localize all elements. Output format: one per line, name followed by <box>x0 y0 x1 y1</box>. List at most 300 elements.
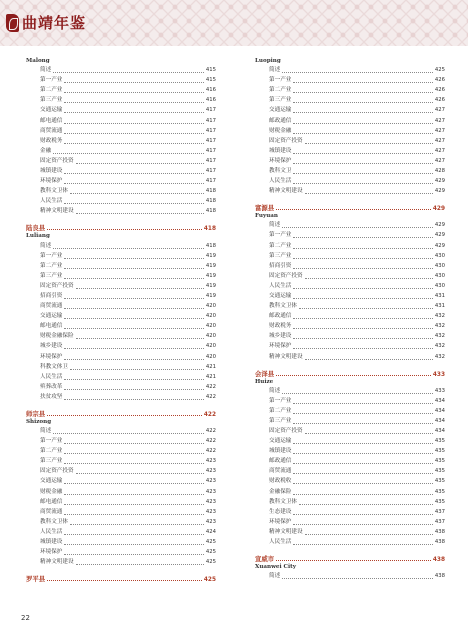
toc-entry[interactable] <box>255 186 445 196</box>
toc-entry[interactable] <box>26 176 216 186</box>
toc-entry-label: 第一产业 <box>269 397 292 404</box>
toc-entry[interactable] <box>255 386 445 396</box>
toc-entry-label: 城乡建设 <box>40 343 63 350</box>
dot-leader <box>64 102 203 103</box>
toc-entry[interactable] <box>255 220 445 230</box>
toc-entry-page: 416 <box>205 97 216 104</box>
toc-entry-label: 商贸流通 <box>40 127 63 134</box>
toc-entry[interactable] <box>255 351 445 361</box>
dot-leader <box>64 298 203 299</box>
toc-entry-label: 精神文明建设 <box>269 353 303 360</box>
toc-entry[interactable] <box>255 426 445 436</box>
toc-entry[interactable] <box>26 456 216 466</box>
toc-entry-label: 第三产业 <box>40 272 63 279</box>
toc-entry-label: 第三产业 <box>40 458 63 465</box>
toc-entry-label: 环境保护 <box>40 178 63 185</box>
toc-entry[interactable] <box>26 271 216 281</box>
toc-entry[interactable] <box>26 436 216 446</box>
toc-entry[interactable] <box>255 436 445 446</box>
toc-entry-label: 人民生活 <box>269 539 292 546</box>
toc-entry-label: 固定资产投资 <box>40 282 74 289</box>
toc-entry-page: 432 <box>434 313 445 320</box>
dot-leader <box>293 473 432 474</box>
toc-right-column <box>255 57 445 581</box>
dot-leader <box>276 560 431 561</box>
toc-entry-label: 第一产业 <box>40 77 63 84</box>
toc-entry-label: 第一产业 <box>269 77 292 84</box>
dot-leader <box>76 473 204 474</box>
toc-entry-page: 420 <box>205 353 216 360</box>
dot-leader <box>293 483 432 484</box>
toc-entry-page: 425 <box>434 67 445 74</box>
toc-section-heading[interactable] <box>255 367 445 378</box>
toc-entry-label: 固定资产投资 <box>40 157 74 164</box>
toc-entry[interactable] <box>255 311 445 321</box>
toc-entry-page: 435 <box>434 438 445 445</box>
toc-entry-page: 430 <box>434 272 445 279</box>
toc-section-heading[interactable] <box>26 221 216 232</box>
dot-leader <box>293 173 432 174</box>
toc-entry[interactable] <box>255 486 445 496</box>
toc-entry[interactable] <box>26 291 216 301</box>
toc-entry-label: 固定资产投资 <box>40 468 74 475</box>
dot-leader <box>64 534 203 535</box>
page-header <box>0 0 468 46</box>
toc-entry[interactable] <box>255 251 445 261</box>
dot-leader <box>64 143 203 144</box>
toc-entry[interactable] <box>255 271 445 281</box>
toc-entry-label: 教科文卫 <box>269 168 292 175</box>
toc-entry[interactable] <box>26 321 216 331</box>
toc-entry-label: 邮政通信 <box>269 313 292 320</box>
toc-entry-label: 第二产业 <box>269 87 292 94</box>
toc-entry-label: 第三产业 <box>269 252 292 259</box>
toc-entry[interactable] <box>26 136 216 146</box>
toc-entry[interactable] <box>255 456 445 466</box>
dot-leader <box>76 338 204 339</box>
toc-entry-label: 固定资产投资 <box>269 272 303 279</box>
toc-entry[interactable] <box>26 446 216 456</box>
toc-entry[interactable] <box>255 240 445 250</box>
dot-leader <box>53 72 204 73</box>
toc-entry-label: 生态建设 <box>269 508 292 515</box>
toc-entry-page: 430 <box>434 252 445 259</box>
dot-leader <box>64 183 203 184</box>
toc-entry-page: 424 <box>205 528 216 535</box>
toc-entry-label: 殡葬改革 <box>40 383 63 390</box>
yearbook-logo <box>6 12 86 33</box>
dot-leader <box>53 153 204 154</box>
dot-leader <box>293 237 432 238</box>
toc-entry-page: 438 <box>432 557 445 564</box>
toc-entry-page: 435 <box>434 468 445 475</box>
toc-entry-label: 交通运输 <box>269 292 292 299</box>
dot-leader <box>293 423 432 424</box>
toc-entry-label: 财政税收 <box>269 478 292 485</box>
toc-entry-label: 固定资产投资 <box>269 428 303 434</box>
dot-leader <box>64 318 203 319</box>
toc-entry-label: 教科文卫体 <box>269 303 297 310</box>
toc-entry-page: 423 <box>205 508 216 515</box>
toc-entry[interactable] <box>255 446 445 456</box>
toc-entry-page: 418 <box>205 188 216 195</box>
toc-entry-label: 第一产业 <box>269 232 292 239</box>
toc-entry[interactable] <box>255 261 445 271</box>
dot-leader <box>64 92 203 93</box>
toc-entry[interactable] <box>255 406 445 416</box>
toc-entry-label: 财政税务 <box>40 137 63 144</box>
toc-entry-page: 429 <box>434 222 445 229</box>
toc-entry-page: 415 <box>205 67 216 74</box>
toc-entry[interactable] <box>255 331 445 341</box>
toc-entry-page: 429 <box>434 188 445 195</box>
dot-leader <box>293 163 432 164</box>
toc-entry[interactable] <box>26 311 216 321</box>
toc-entry[interactable] <box>26 486 216 496</box>
toc-entry-label: 教科文卫体 <box>40 518 68 525</box>
toc-entry-label: 精神文明建设 <box>269 188 303 195</box>
toc-section-heading[interactable] <box>26 407 216 418</box>
toc-entry[interactable] <box>26 382 216 392</box>
toc-entry-label: 第二产业 <box>40 448 63 455</box>
toc-entry-label: 简述 <box>269 67 281 74</box>
section-english-name: Shizong <box>26 418 52 425</box>
toc-entry-label: 财政税务 <box>269 323 292 330</box>
dot-leader <box>293 338 432 339</box>
toc-entry-page: 418 <box>205 208 216 215</box>
toc-section-heading[interactable] <box>26 572 216 583</box>
dot-leader <box>293 443 432 444</box>
toc-section-heading[interactable] <box>255 201 445 212</box>
dot-leader <box>76 163 204 164</box>
toc-entry-page: 435 <box>434 448 445 455</box>
toc-entry-label: 招商引资 <box>40 292 63 299</box>
dot-leader <box>293 453 432 454</box>
toc-entry[interactable] <box>255 527 445 537</box>
toc-entry-label: 简述 <box>40 242 52 249</box>
toc-entry-page: 435 <box>434 478 445 485</box>
toc-entry-page: 430 <box>434 282 445 289</box>
toc-entry-label: 第二产业 <box>40 262 63 269</box>
toc-entry[interactable] <box>255 65 445 75</box>
toc-entry-page: 423 <box>205 488 216 495</box>
toc-entry-label: 邮电通信 <box>40 117 63 124</box>
dot-leader <box>64 308 203 309</box>
toc-entry[interactable] <box>255 517 445 527</box>
toc-entry-page: 427 <box>434 127 445 134</box>
dot-leader <box>64 328 203 329</box>
dot-leader <box>64 389 203 390</box>
toc-entry-label: 商贸流通 <box>40 303 63 310</box>
dot-leader <box>64 443 203 444</box>
toc-entry-label: 简述 <box>269 387 281 394</box>
toc-entry[interactable] <box>26 372 216 382</box>
toc-entry[interactable] <box>26 351 216 361</box>
toc-entry-label: 交通运输 <box>40 107 63 114</box>
dot-leader <box>282 72 433 73</box>
toc-entry[interactable] <box>26 331 216 341</box>
toc-entry-page: 431 <box>434 292 445 299</box>
toc-entry[interactable] <box>26 186 216 196</box>
dot-leader <box>293 494 432 495</box>
toc-entry-label: 第一产业 <box>40 252 63 259</box>
dot-leader <box>47 229 202 230</box>
toc-entry[interactable] <box>26 115 216 125</box>
toc-entry[interactable] <box>26 126 216 136</box>
dot-leader <box>293 524 432 525</box>
toc-entry-label: 财税金融 <box>40 488 63 495</box>
toc-entry-page: 427 <box>434 117 445 124</box>
toc-entry-label: 交通运输 <box>40 478 63 485</box>
toc-entry[interactable] <box>26 261 216 271</box>
toc-entry-label: 人民生活 <box>269 178 292 185</box>
toc-entry-page: 428 <box>434 168 445 175</box>
toc-entry-page: 422 <box>205 438 216 445</box>
toc-entry-page: 427 <box>434 107 445 114</box>
toc-entry-page: 435 <box>434 488 445 495</box>
toc-entry[interactable] <box>26 547 216 557</box>
dot-leader <box>47 580 202 581</box>
toc-entry[interactable] <box>26 527 216 537</box>
toc-entry-page: 434 <box>434 417 445 424</box>
toc-entry-page: 434 <box>434 407 445 414</box>
section-english-name: Huize <box>255 378 274 385</box>
dot-leader <box>64 504 203 505</box>
toc-entry[interactable] <box>26 206 216 216</box>
toc-entry[interactable] <box>26 105 216 115</box>
toc-entry-page: 432 <box>434 353 445 360</box>
toc-entry-label: 环境保护 <box>269 518 292 525</box>
toc-entry[interactable] <box>26 166 216 176</box>
toc-entry-label: 交通运输 <box>40 313 63 320</box>
toc-entry-page: 433 <box>432 371 445 378</box>
dot-leader <box>64 123 203 124</box>
toc-entry-page: 429 <box>434 242 445 249</box>
dot-leader <box>64 348 203 349</box>
toc-entry[interactable] <box>255 507 445 517</box>
dot-leader <box>293 298 432 299</box>
toc-entry[interactable] <box>26 341 216 351</box>
toc-entry-page: 418 <box>205 242 216 249</box>
toc-entry-page: 425 <box>205 559 216 566</box>
dot-leader <box>76 564 204 565</box>
dot-leader <box>293 102 432 103</box>
toc-entry[interactable] <box>26 95 216 105</box>
toc-entry[interactable] <box>255 396 445 406</box>
toc-entry[interactable] <box>255 156 445 166</box>
toc-entry-page: 422 <box>205 428 216 434</box>
dot-leader <box>293 183 432 184</box>
toc-entry-label: 城乡建设 <box>269 333 292 340</box>
dot-leader <box>293 403 432 404</box>
toc-entry[interactable] <box>255 136 445 146</box>
section-english-name: Luliang <box>26 233 50 240</box>
toc-entry[interactable] <box>26 517 216 527</box>
toc-entry[interactable] <box>26 507 216 517</box>
section-english-name: Malong <box>26 58 50 64</box>
toc-entry[interactable] <box>26 146 216 156</box>
toc-entry[interactable] <box>26 426 216 436</box>
dot-leader <box>293 514 432 515</box>
toc-entry-page: 417 <box>205 157 216 164</box>
toc-entry-page: 425 <box>205 549 216 556</box>
toc-entry[interactable] <box>255 166 445 176</box>
toc-entry-label: 人民生活 <box>40 528 63 535</box>
toc-entry[interactable] <box>255 85 445 95</box>
toc-entry[interactable] <box>255 571 445 581</box>
toc-entry[interactable] <box>255 146 445 156</box>
toc-entry-label: 人民生活 <box>40 373 63 380</box>
toc-entry[interactable] <box>255 497 445 507</box>
dot-leader <box>64 554 203 555</box>
toc-entry-page: 426 <box>434 77 445 84</box>
toc-entry-page: 419 <box>205 252 216 259</box>
toc-entry[interactable] <box>255 75 445 85</box>
toc-entry-page: 417 <box>205 147 216 154</box>
toc-entry-page: 421 <box>205 363 216 370</box>
toc-entry-label: 邮电通信 <box>40 498 63 505</box>
toc-entry[interactable] <box>26 537 216 547</box>
toc-entry[interactable] <box>26 497 216 507</box>
toc-entry[interactable] <box>26 362 216 372</box>
toc-entry-label: 城镇建设 <box>40 539 63 546</box>
toc-entry[interactable] <box>26 301 216 311</box>
toc-entry-label: 第二产业 <box>40 87 63 94</box>
toc-entry[interactable] <box>26 75 216 85</box>
toc-entry[interactable] <box>26 557 216 567</box>
logo-text: 曲靖年鉴 <box>22 14 87 32</box>
toc-entry-label: 商贸流通 <box>269 468 292 475</box>
dot-leader <box>293 348 432 349</box>
dot-leader <box>64 112 203 113</box>
toc-entry-label: 城镇建设 <box>40 168 63 175</box>
toc-entry[interactable] <box>255 321 445 331</box>
dot-leader <box>282 227 433 228</box>
toc-entry-page: 426 <box>434 97 445 104</box>
toc-entry-label: 简述 <box>40 428 52 434</box>
toc-entry[interactable] <box>26 85 216 95</box>
dot-leader <box>64 268 203 269</box>
toc-entry[interactable] <box>26 240 216 250</box>
dot-leader <box>305 278 433 279</box>
toc-entry[interactable] <box>26 65 216 75</box>
toc-entry[interactable] <box>26 476 216 486</box>
toc-entry-page: 432 <box>434 343 445 350</box>
toc-entry-page: 430 <box>434 262 445 269</box>
toc-entry-page: 422 <box>205 393 216 400</box>
toc-entry[interactable] <box>26 466 216 476</box>
toc-entry[interactable] <box>26 196 216 206</box>
dot-leader <box>293 328 432 329</box>
dot-leader <box>64 258 203 259</box>
dot-leader <box>64 453 203 454</box>
dot-leader <box>76 288 204 289</box>
toc-entry[interactable] <box>255 95 445 105</box>
toc-entry-label: 金融 <box>40 147 52 154</box>
toc-entry[interactable] <box>26 156 216 166</box>
dot-leader <box>64 379 203 380</box>
dot-leader <box>305 359 433 360</box>
toc-entry-label: 招商引资 <box>269 262 292 269</box>
dot-leader <box>64 494 203 495</box>
dot-leader <box>293 544 432 545</box>
toc-entry[interactable] <box>255 476 445 486</box>
toc-entry[interactable] <box>255 230 445 240</box>
toc-entry[interactable] <box>255 126 445 136</box>
toc-entry[interactable] <box>255 105 445 115</box>
toc-entry-page: 417 <box>205 168 216 175</box>
dot-leader <box>70 193 204 194</box>
toc-entry-label: 交通运输 <box>269 438 292 445</box>
toc-entry[interactable] <box>255 115 445 125</box>
dot-leader <box>76 213 204 214</box>
dot-leader <box>305 193 433 194</box>
dot-leader <box>70 524 204 525</box>
dot-leader <box>305 433 433 434</box>
toc-entry[interactable] <box>26 251 216 261</box>
toc-entry-label: 邮电通信 <box>40 323 63 330</box>
toc-entry-page: 417 <box>205 127 216 134</box>
toc-entry-page: 422 <box>205 448 216 455</box>
toc-entry-page: 419 <box>205 272 216 279</box>
toc-entry-label: 会泽县 <box>255 369 275 378</box>
toc-entry-label: 第三产业 <box>40 97 63 104</box>
dot-leader <box>64 359 203 360</box>
section-english-name: Fuyuan <box>255 213 278 220</box>
toc-entry-page: 434 <box>434 428 445 434</box>
section-english-name: Luoping <box>255 58 281 64</box>
toc-entry-label: 金融保险 <box>269 488 292 495</box>
toc-entry-label: 精神文明建设 <box>269 528 303 535</box>
toc-entry-page: 432 <box>434 333 445 340</box>
toc-entry[interactable] <box>255 537 445 547</box>
toc-entry-label: 教科文卫体 <box>40 188 68 195</box>
toc-entry[interactable] <box>255 176 445 186</box>
toc-entry-label: 商贸流通 <box>40 508 63 515</box>
toc-entry-label: 富源县 <box>255 204 275 213</box>
toc-entry-label: 扶贫攻坚 <box>40 393 63 400</box>
toc-entry-label: 城镇建设 <box>269 147 292 154</box>
toc-entry-page: 423 <box>205 518 216 525</box>
toc-entry[interactable] <box>255 281 445 291</box>
toc-entry[interactable] <box>255 301 445 311</box>
dot-leader <box>293 133 432 134</box>
toc-section-heading[interactable] <box>255 552 445 563</box>
toc-entry-label: 科教文体卫 <box>40 363 68 370</box>
dot-leader <box>64 173 203 174</box>
toc-entry-page: 417 <box>205 178 216 185</box>
page-number: 22 <box>21 614 30 622</box>
toc-entry-page: 423 <box>205 478 216 485</box>
toc-entry[interactable] <box>26 392 216 402</box>
toc-entry[interactable] <box>255 466 445 476</box>
dot-leader <box>293 123 432 124</box>
toc-entry-label: 简述 <box>269 573 281 580</box>
toc-entry[interactable] <box>255 416 445 426</box>
toc-entry-page: 427 <box>434 157 445 164</box>
toc-entry-label: 师宗县 <box>26 409 46 418</box>
dot-leader <box>299 504 433 505</box>
toc-entry-page: 419 <box>205 292 216 299</box>
toc-entry[interactable] <box>26 281 216 291</box>
toc-entry[interactable] <box>255 291 445 301</box>
seal-icon <box>6 14 19 32</box>
toc-entry-label: 第三产业 <box>269 97 292 104</box>
toc-entry-page: 422 <box>203 411 216 418</box>
toc-entry-label: 第二产业 <box>269 242 292 249</box>
dot-leader <box>293 268 432 269</box>
toc-entry[interactable] <box>255 341 445 351</box>
